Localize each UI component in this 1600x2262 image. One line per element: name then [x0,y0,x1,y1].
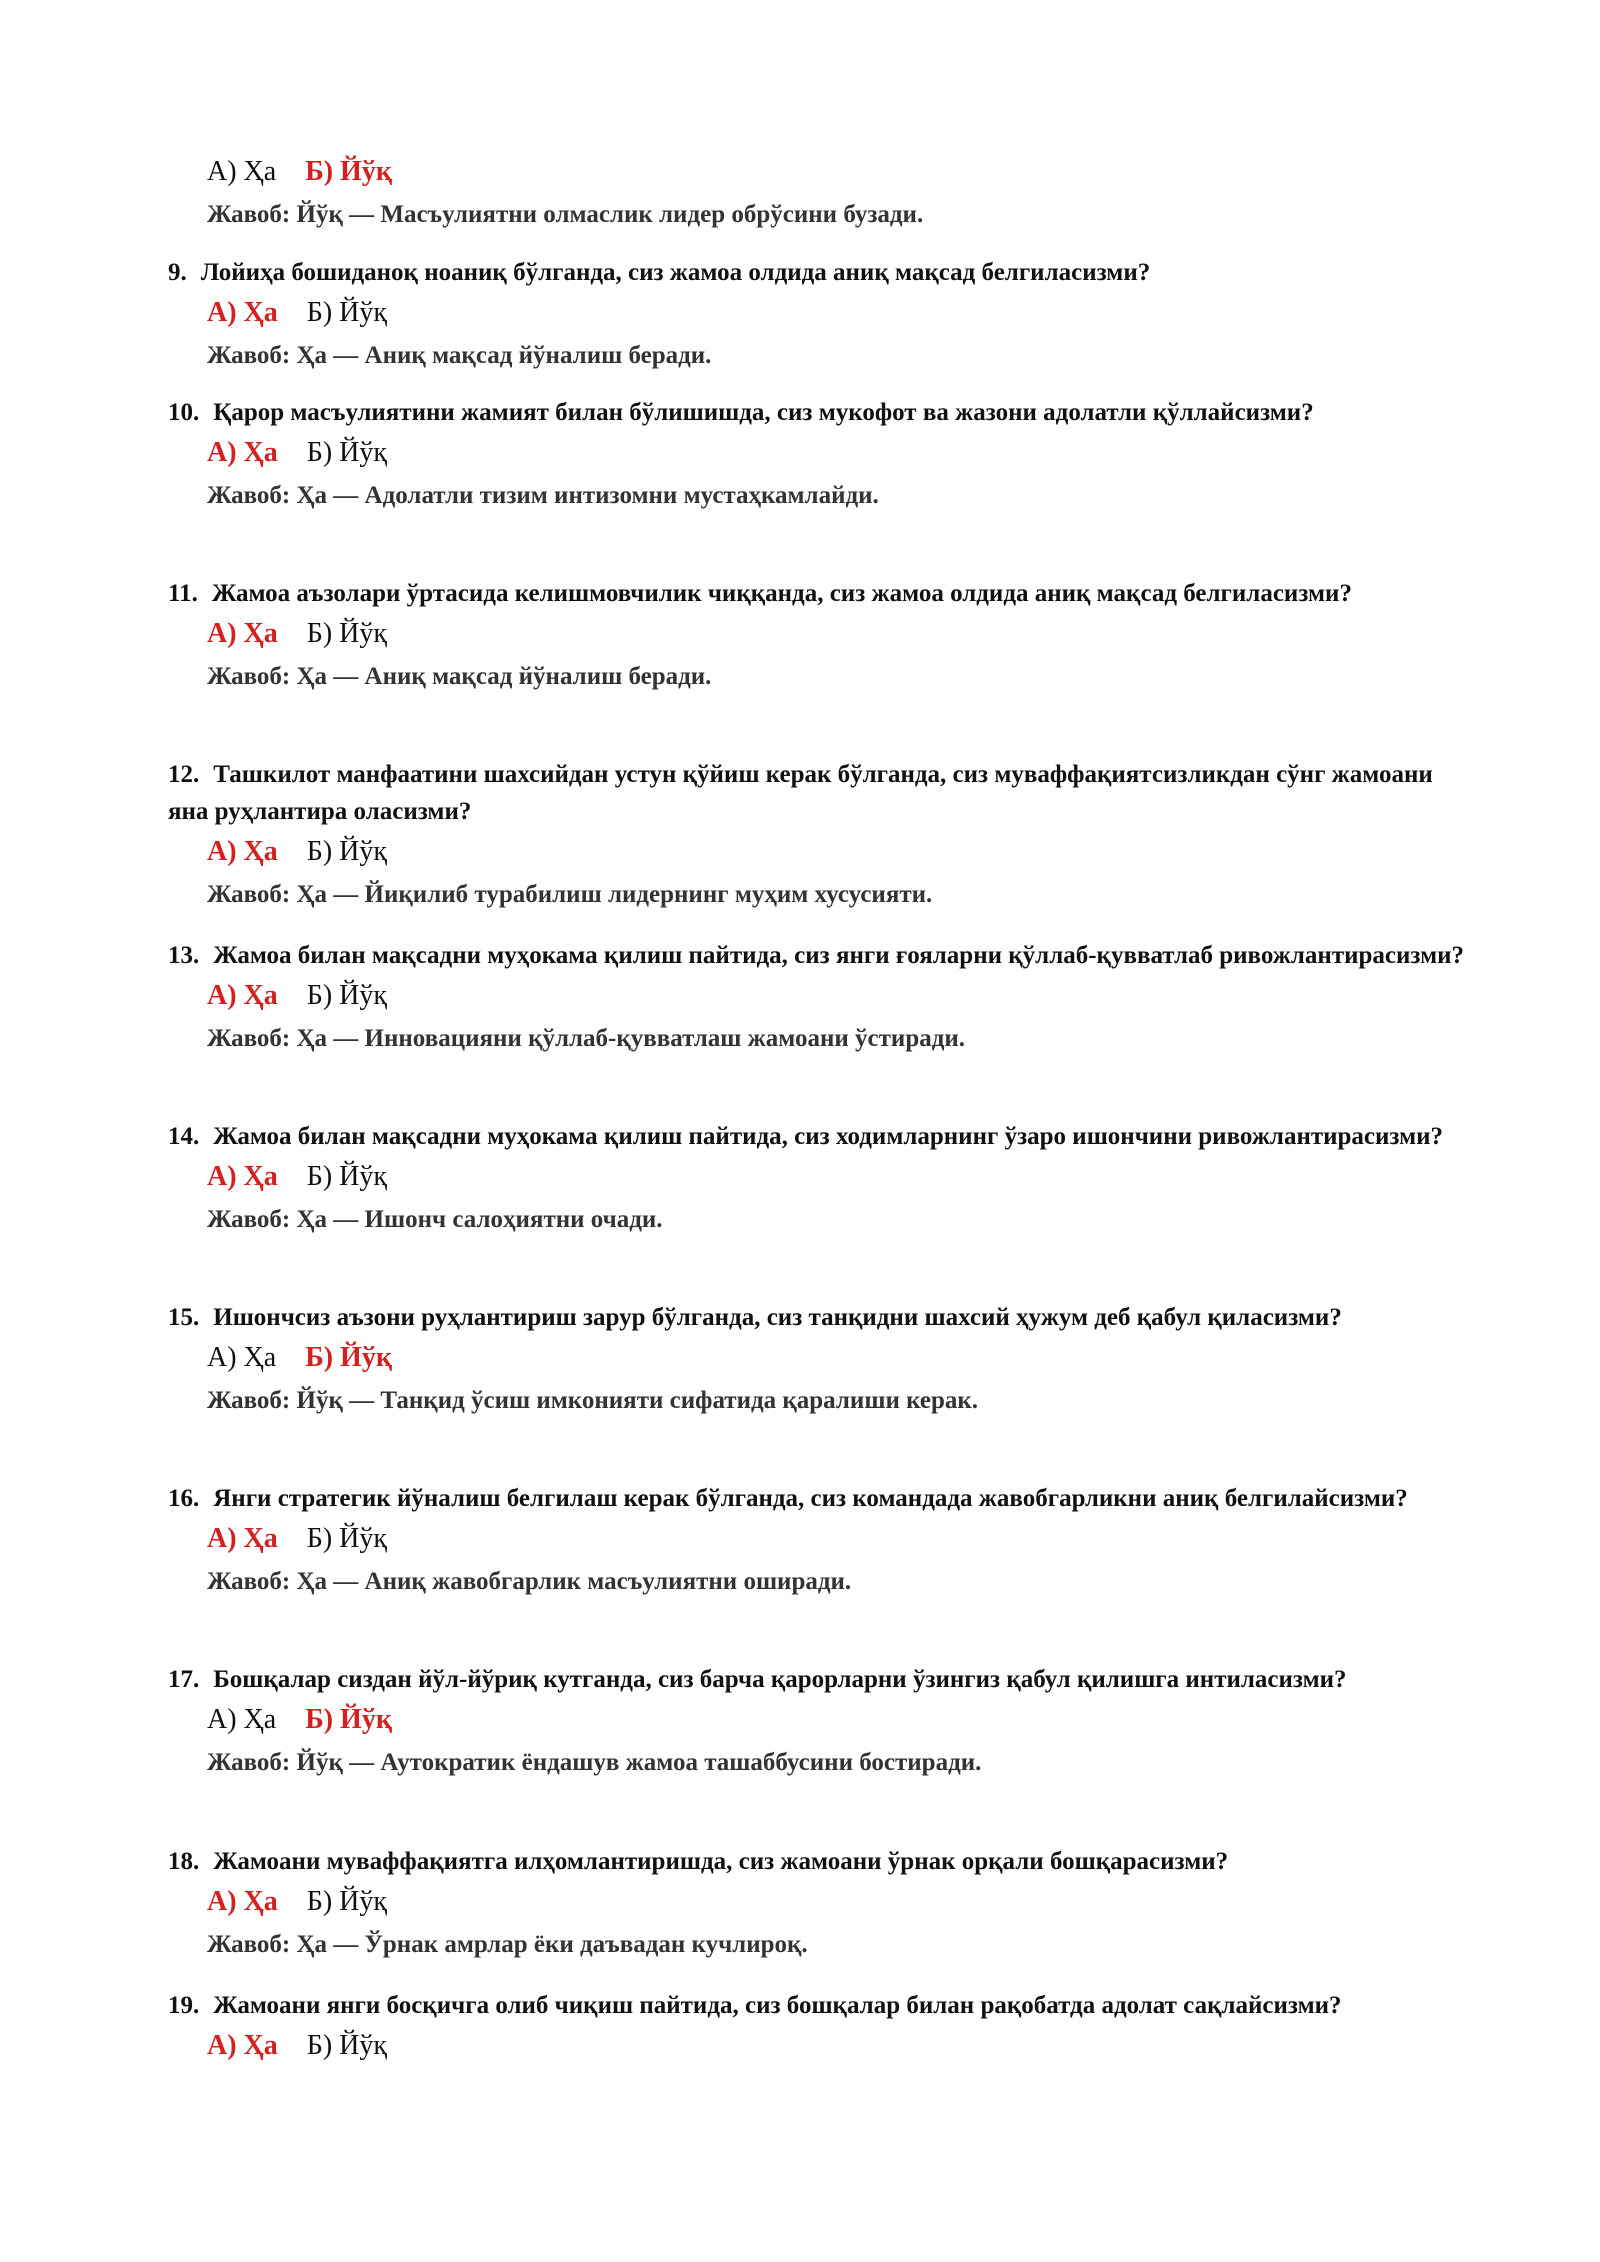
question-block [0,1987,1600,2067]
option-b[interactable]: Б) Йўқ [306,2030,387,2061]
option-a[interactable]: А) Ҳа [207,2030,278,2061]
options-row [207,1155,1600,1198]
question-number: 13. [168,942,200,969]
question-text [168,1987,1468,2024]
question-number: 16. [168,1485,200,1512]
question-block-partial [0,150,1600,236]
question-text [168,1118,1468,1155]
answer-text: Жавоб: Ҳа — Инновацияни қўллаб-қувватлаш жамоани ўстиради. [207,1025,966,1052]
answer-text: Жавоб: Ҳа — Ишонч салоҳиятни очади. [207,1206,663,1233]
question-block [0,1843,1600,1966]
answer-text: Жавоб: Ҳа — Аниқ жавобгарлик масъулиятни оширади. [207,1568,852,1595]
option-a[interactable]: А) Ҳа [207,1704,277,1735]
answer-text: Жавоб: Ҳа — Адолатли тизим интизомни мустаҳкамлайди. [207,482,879,509]
question-body: Жамоани янги босқичга олиб чиқиш пайтида, сиз бошқалар билан рақобатда адолат сақлайсизми? [213,1992,1342,2019]
option-b[interactable]: Б) Йўқ [306,836,387,867]
question-body: Қарор масъулиятини жамият билан бўлишишда, сиз мукофот ва жазони адолатли қўллайсизми? [213,399,1314,426]
option-b[interactable]: Б) Йўқ [305,1704,392,1735]
question-body: Янги стратегик йўналиш белгилаш керак бўлганда, сиз командада жавобгарликни аниқ белгилайсизми? [213,1485,1408,1512]
question-body: Жамоа билан мақсадни муҳокама қилиш пайтида, сиз ходимларнинг ўзаро ишончини ривожлантирасизми? [213,1123,1444,1150]
question-body: Ташкилот манфаатини шахсийдан устун қўйиш керак бўлганда, сиз муваффақиятсизликдан сўнг жамоани яна руҳлантира оласизми? [168,761,1433,825]
answer-text: Жавоб: Ҳа — Аниқ мақсад йўналиш беради. [207,663,712,690]
options-row [207,1880,1600,1923]
question-number: 12. [168,761,200,788]
question-text [168,756,1468,830]
option-a[interactable]: А) Ҳа [207,1523,278,1554]
option-a[interactable]: А) Ҳа [207,1342,277,1373]
option-b[interactable]: Б) Йўқ [305,1342,392,1373]
options-row [207,1517,1600,1560]
question-body: Жамоа аъзолари ўртасида келишмовчилик чиққанда, сиз жамоа олдида аниқ мақсад белгиласизми? [211,580,1352,607]
question-body: Жамоа билан мақсадни муҳокама қилиш пайтида, сиз янги ғояларни қўллаб-қувватлаб ривожлантирасизми? [213,942,1465,969]
question-block [0,756,1600,916]
answer-text: Жавоб: Ҳа — Аниқ мақсад йўналиш беради. [207,342,712,369]
question-text [168,394,1468,431]
question-text [168,1299,1468,1336]
option-a[interactable]: А) Ҳа [207,1161,278,1192]
option-a[interactable]: А) Ҳа [207,437,278,468]
options-row [207,291,1600,334]
question-block [0,937,1600,1060]
question-number: 19. [168,1992,200,2019]
answer-text: Жавоб: Ҳа — Ўрнак амрлар ёки даъвадан кучлироқ. [207,1931,808,1958]
question-block [0,1480,1600,1603]
option-b[interactable]: Б) Йўқ [306,297,387,328]
option-b[interactable]: Б) Йўқ [306,437,387,468]
question-text [168,1843,1468,1880]
option-b[interactable]: Б) Йўқ [306,618,387,649]
options-row [207,1698,1600,1741]
question-number: 14. [168,1123,200,1150]
question-number: 9. [168,259,187,286]
option-a[interactable]: А) Ҳа [207,156,277,187]
question-block [0,1661,1600,1784]
answer-text: Жавоб: Ҳа — Йиқилиб турабилиш лидернинг муҳим хусусияти. [207,881,933,908]
question-text [168,575,1468,612]
option-b[interactable]: Б) Йўқ [305,156,392,187]
question-number: 15. [168,1304,200,1331]
question-number: 18. [168,1848,200,1875]
options-row [207,830,1600,873]
question-text [168,1661,1468,1698]
option-a[interactable]: А) Ҳа [207,836,278,867]
question-text [168,937,1468,974]
options-row [207,1336,1600,1379]
question-number: 17. [168,1666,200,1693]
option-b[interactable]: Б) Йўқ [306,1886,387,1917]
options-row [207,974,1600,1017]
question-body: Жамоани муваффақиятга илҳомлантиришда, сиз жамоани ўрнак орқали бошқарасизми? [213,1848,1229,1875]
option-a[interactable]: А) Ҳа [207,297,278,328]
option-a[interactable]: А) Ҳа [207,980,278,1011]
options-row [207,431,1600,474]
question-block [0,254,1600,377]
option-b[interactable]: Б) Йўқ [306,1161,387,1192]
question-text [168,254,1468,291]
question-block [0,1118,1600,1241]
question-number: 11. [168,580,198,607]
options-row [207,612,1600,655]
question-block [0,575,1600,698]
answer-text: Жавоб: Йўқ — Аутократик ёндашув жамоа ташаббусини бостиради. [207,1749,982,1776]
answer-text: Жавоб: Йўқ — Масъулиятни олмаслик лидер обрўсини бузади. [207,201,924,228]
question-block [0,394,1600,517]
option-a[interactable]: А) Ҳа [207,1886,278,1917]
option-b[interactable]: Б) Йўқ [306,980,387,1011]
option-b[interactable]: Б) Йўқ [306,1523,387,1554]
options-row [207,2024,1600,2067]
option-a[interactable]: А) Ҳа [207,618,278,649]
question-number: 10. [168,399,200,426]
question-body: Лойиҳа бошиданоқ ноаниқ бўлганда, сиз жамоа олдида аниқ мақсад белгиласизми? [200,259,1151,286]
answer-text: Жавоб: Йўқ — Танқид ўсиш имконияти сифатида қаралиши керак. [207,1387,979,1414]
question-block [0,1299,1600,1422]
options-row [207,150,1600,193]
question-text [168,1480,1468,1517]
question-body: Бошқалар сиздан йўл-йўриқ кутганда, сиз барча қарорларни ўзингиз қабул қилишга интиласизми? [213,1666,1347,1693]
question-body: Ишончсиз аъзони руҳлантириш зарур бўлганда, сиз танқидни шахсий ҳужум деб қабул қиласизми? [213,1304,1342,1331]
